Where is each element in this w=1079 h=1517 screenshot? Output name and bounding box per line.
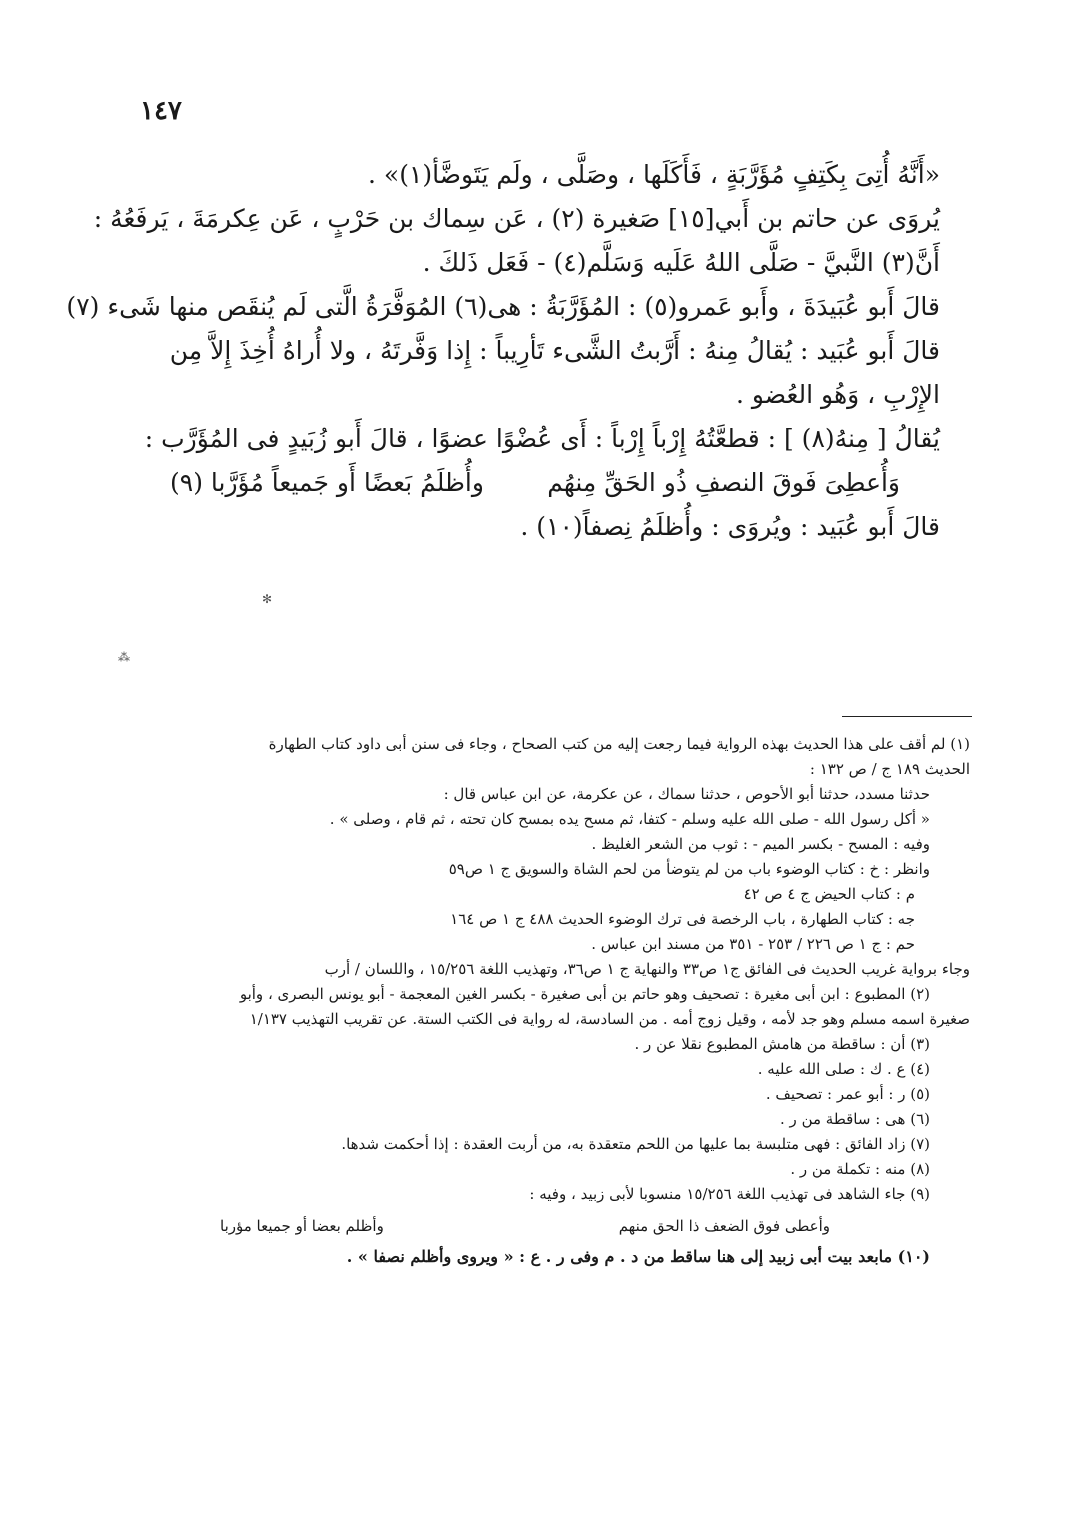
footnote-line: (٣) أن : ساقطة من هامش المطبوع نقلا عن ر . bbox=[634, 1035, 930, 1053]
footnote-verse-first: وأعطى فوق الضعف ذا الحق منهم bbox=[618, 1217, 830, 1235]
verse-first-hemistich: وَأُعطِىَ فَوقَ النصفِ ذُو الحَقِّ مِنهُم bbox=[547, 468, 900, 497]
footnote-line: وانظر : خ : كتاب الوضوء باب من لم يتوضأ من لحم الشاة والسويق ج ١ ص٥٩ bbox=[448, 860, 930, 878]
main-line: الإِرْبِ ، وَهُو العُضو . bbox=[735, 380, 940, 409]
footnote-line: حم : ج ١ ص ٢٢٦ / ٢٥٣ - ٣٥١ من مسند ابن عباس . bbox=[591, 935, 915, 953]
footnote-line: (١٠) مابعد بيت أبى زبيد إلى هنا ساقط من د . م وفى ر . ع : « ويروى وأظلم نصفا » . bbox=[346, 1247, 930, 1266]
main-line: يُروَى عن حاتم بن أَبي[١٥] صَغيرة (٢) ، عَن سِماك بن حَرْبٍ ، عَن عِكرمَةَ ، يَرفَعُهُ : bbox=[93, 204, 940, 233]
scan-speck-icon: ⁂ bbox=[118, 650, 130, 664]
footnote-verse-second: وأظلم بعضا أو جميعا مؤربا bbox=[220, 1217, 384, 1235]
footnote-line: (٥) ر : أبو عمر : تصحيف . bbox=[765, 1085, 930, 1103]
footnote-line: صغيرة اسمه مسلم وهو جد لأمه ، وقيل زوج أمه . من السادسة، له رواية فى الكتب الستة. عن تقريب التهذيب ١/١٣٧ bbox=[249, 1010, 970, 1028]
page-number: ١٤٧ bbox=[140, 96, 182, 126]
main-line: قالَ أَبو عُبَيدَةَ ، وأَبو عَمرو(٥) : المُؤَرَّبَةُ : هى(٦) المُوَفَّرَةُ الَّتى لَم يُنقَص منها شَىء (٧) bbox=[66, 292, 940, 321]
footnote-line: الحديث ١٨٩ ج / ص ١٣٢ : bbox=[809, 760, 970, 778]
footnote-line: (٢) المطبوع : ابن أبى مغيرة : تصحيف وهو حاتم بن أبى صغيرة - بكسر الغين المعجمة - أبو يونس البصرى ، وأبو bbox=[239, 985, 930, 1003]
main-line: أَنَّ(٣) النَّبيَّ - صَلَّى اللهُ عَلَيه وَسَلَّم(٤) - فَعَل ذَلكَ . bbox=[422, 248, 940, 277]
footnote-line: حدثنا مسدد، حدثنا أبو الأحوص ، حدثنا سماك ، عن عكرمة، عن ابن عباس قال : bbox=[443, 785, 930, 803]
footnote-line: (٧) زاد الفائق : فهى متلبسة بما عليها من اللحم متعقدة به، من أربت العقدة : إذا أحكمت شدها. bbox=[341, 1135, 930, 1153]
footnote-line: « أكل رسول الله - صلى الله عليه وسلم - كتفا، ثم مسح يده بمسح كان تحته ، ثم قام ، وصلى » . bbox=[329, 810, 930, 828]
footnote-line: (٦) هى : ساقطة من ر . bbox=[780, 1110, 930, 1128]
footnote-separator bbox=[842, 716, 972, 717]
footnote-line: وجاء برواية غريب الحديث فى الفائق ج١ ص٣٣ والنهاية ج ١ ص٣٦، وتهذيب اللغة ١٥/٢٥٦ ، واللسان / أرب bbox=[324, 960, 970, 978]
footnote-line: وفيه : المسح - بكسر الميم - : ثوب من الشعر الغليظ . bbox=[591, 835, 930, 853]
main-line: قالَ أَبو عُبَيد : يُقالُ مِنهُ : أَرَّبتُ الشَّىء تَأرِيباً : إِذا وَفَّرتَهُ ، ولا أُراهُ أُخِذَ إِلاَّ مِن bbox=[169, 336, 940, 365]
main-line: يُقالُ [ مِنهُ(٨) ] : قطعَّتُهُ إِرْباً إِرْباً : أَى عُضْوًا عضوًا ، قالَ أَبو زُبَيدٍ فى المُؤَرَّب : bbox=[144, 424, 940, 453]
verse-second-hemistich: وأُظلَمُ بَعضًا أَو جَميعاً مُؤَرَّبا (٩) bbox=[170, 468, 484, 497]
footnote-line: (٩) جاء الشاهد فى تهذيب اللغة ١٥/٢٥٦ منسوبا لأبى زبيد ، وفيه : bbox=[529, 1185, 930, 1203]
main-line: قالَ أَبو عُبَيد : ويُروَى : وأُظلَمُ نِصفاً(١٠) . bbox=[520, 512, 940, 541]
poetry-verse bbox=[130, 468, 940, 512]
main-text bbox=[66, 160, 940, 556]
footnote-line: م : كتاب الحيض ج ٤ ص ٤٢ bbox=[743, 885, 915, 903]
footnote-verse bbox=[130, 1209, 970, 1247]
footnote-line: جه : كتاب الطهارة ، باب الرخصة فى ترك الوضوء الحديث ٤٨٨ ج ١ ص ١٦٤ bbox=[450, 910, 915, 928]
scan-speck-icon: ✻ bbox=[262, 592, 273, 606]
footnote-line: (٨) منه : تكملة من ر . bbox=[790, 1160, 930, 1178]
footnote-line: (١) لم أقف على هذا الحديث بهذه الرواية فيما رجعت إليه من كتب الصحاح ، وجاء فى سنن أبى داود كتاب الطهارة bbox=[268, 735, 970, 753]
footnote-line: (٤) ع . ك : صلى الله عليه . bbox=[757, 1060, 930, 1078]
footnotes bbox=[130, 734, 970, 1272]
main-line: «أَنَّهُ أُتِىَ بِكَتِفٍ مُؤَرَّبَةٍ ، فَأَكَلَها ، وصَلَّى ، ولَم يَتَوضَّأ(١)» . bbox=[368, 160, 940, 189]
